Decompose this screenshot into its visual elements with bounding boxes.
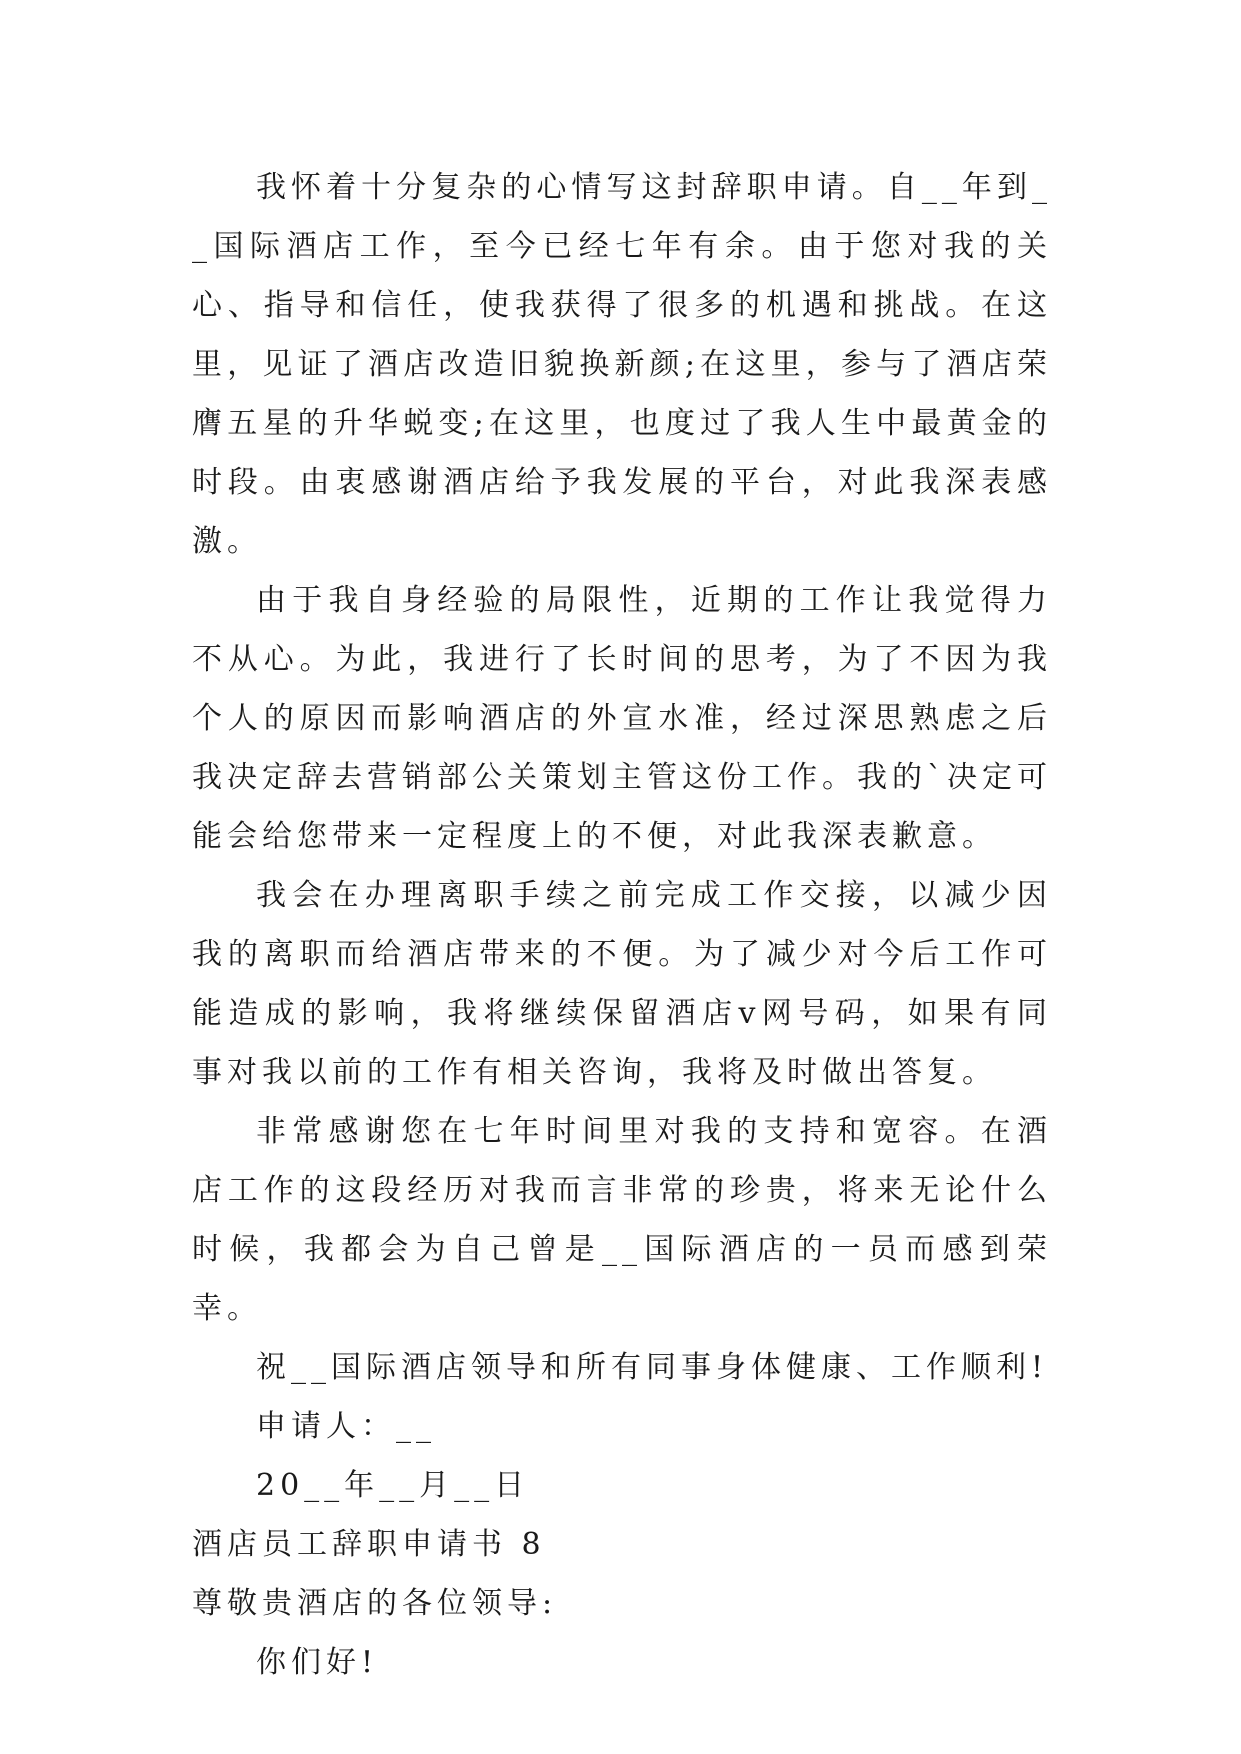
paragraph-1: 我怀着十分复杂的心情写这封辞职申请。自__年到__国际酒店工作，至今已经七年有余。由于您对我的关心、指导和信任，使我获得了很多的机遇和挑战。在这里，见证了酒店改造旧貌换新颜;在这里，参与了酒店荣膺五星的升华蜕变;在这里，也度过了我人生中最黄金的时段。由衷感谢酒店给予我发展的平台，对此我深表感激。 [192, 170, 1052, 559]
date-line: 20__年__月__日 [256, 1468, 530, 1503]
next-document-title: 酒店员工辞职申请书 8 [192, 1527, 546, 1562]
salutation: 尊敬贵酒店的各位领导: [192, 1586, 558, 1621]
document-body [192, 158, 1052, 1692]
paragraph-4: 非常感谢您在七年时间里对我的支持和宽容。在酒店工作的这段经历对我而言非常的珍贵，将来无论什么时候，我都会为自己曾是__国际酒店的一员而感到荣幸。 [192, 1114, 1052, 1326]
closing-wish: 祝__国际酒店领导和所有同事身体健康、工作顺利! [256, 1350, 1049, 1385]
greeting: 你们好! [256, 1645, 379, 1680]
paragraph-3: 我会在办理离职手续之前完成工作交接，以减少因我的离职而给酒店带来的不便。为了减少对今后工作可能造成的影响，我将继续保留酒店v网号码，如果有同事对我以前的工作有相关咨询，我将及时做出答复。 [192, 878, 1052, 1090]
paragraph-2: 由于我自身经验的局限性，近期的工作让我觉得力不从心。为此，我进行了长时间的思考，为了不因为我个人的原因而影响酒店的外宣水准，经过深思熟虑之后我决定辞去营销部公关策划主管这份工作。我的`决定可能会给您带来一定程度上的不便，对此我深表歉意。 [192, 583, 1052, 854]
applicant-line: 申请人：__ [256, 1409, 436, 1444]
